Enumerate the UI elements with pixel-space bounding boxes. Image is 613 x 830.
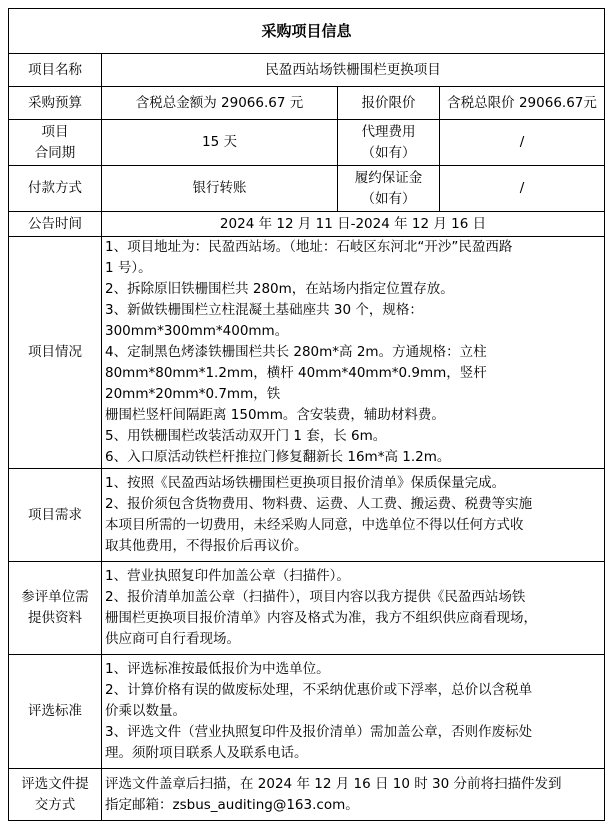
agent-fee-label bbox=[338, 120, 440, 166]
submission-method-label bbox=[9, 769, 102, 821]
performance-bond-label-line1: 履约保证金 bbox=[354, 169, 423, 186]
project-situation-content bbox=[102, 237, 605, 469]
situation-line: 1 号）。 bbox=[105, 260, 152, 276]
announce-time-label: 公告时间 bbox=[9, 212, 102, 237]
price-limit-label: 报价限价 bbox=[338, 87, 440, 120]
contract-period-label-line2: 合同期 bbox=[34, 144, 76, 161]
announce-time-value: 2024 年 12 月 11 日-2024 年 12 月 16 日 bbox=[102, 212, 605, 237]
submission-line: 评选文件盖章后扫描，在 2024 年 12 月 16 日 10 时 30 分前将扫描件发到 bbox=[105, 775, 562, 792]
evaluation-criteria-label: 评选标准 bbox=[9, 655, 102, 769]
submission-method-label-line1: 评选文件提 bbox=[21, 775, 89, 792]
payment-method-value: 银行转账 bbox=[102, 166, 338, 212]
requirements-line: 取其他费用，不得报价后再议价。 bbox=[105, 538, 308, 554]
requirements-line: 2、报价须包含货物费用、物料费、运费、人工费、搬运费、税费等实施 bbox=[105, 496, 533, 512]
procurement-info-table bbox=[8, 8, 605, 821]
performance-bond-value: / bbox=[440, 166, 605, 212]
price-limit-value: 含税总限价 29066.67元 bbox=[440, 87, 605, 120]
required-materials-label-line1: 参评单位需 bbox=[21, 589, 89, 605]
required-materials-label bbox=[9, 562, 102, 655]
situation-line: 6、入口原活动铁栏杆推拉门修复翻新长 16m*高 1.2m。 bbox=[105, 449, 451, 465]
page-title: 采购项目信息 bbox=[9, 9, 605, 54]
agent-fee-label-line2: （如有） bbox=[361, 144, 416, 161]
materials-line: 1、营业执照复印件加盖公章（扫描件）。 bbox=[105, 568, 350, 584]
situation-line: 栅围栏竖杆间隔距离 150mm。含安装费，辅助材料费。 bbox=[105, 407, 445, 423]
criteria-line: 2、计算价格有误的做废标处理，不采纳优惠价或下浮率，总价以含税单 bbox=[105, 682, 533, 698]
budget-label: 采购预算 bbox=[9, 87, 102, 120]
situation-line: 2、拆除原旧铁栅围栏共 280m，在站场内指定位置存放。 bbox=[105, 281, 454, 297]
agent-fee-label-line1: 代理费用 bbox=[361, 123, 416, 140]
contract-period-label bbox=[9, 120, 102, 166]
agent-fee-value: / bbox=[440, 120, 605, 166]
contract-period-label-line1: 项目 bbox=[41, 123, 69, 140]
performance-bond-label bbox=[338, 166, 440, 212]
submission-method-content bbox=[102, 769, 605, 821]
performance-bond-label-line2: （如有） bbox=[361, 190, 416, 207]
materials-line: 供应商可自行看现场。 bbox=[105, 631, 240, 647]
situation-line: 5、用铁栅围栏改装活动双开门 1 套，长 6m。 bbox=[105, 428, 387, 444]
required-materials-label-line2: 提供资料 bbox=[28, 610, 82, 626]
situation-line: 80mm*80mm*1.2mm，横杆 40mm*40mm*0.9mm，竖杆 20mm*20mm*0.7mm，铁 bbox=[105, 365, 487, 402]
situation-line: 4、定制黑色烤漆铁栅围栏共长 280m*高 2m。方通规格：立柱 bbox=[105, 344, 487, 360]
submission-method-label-line2: 交方式 bbox=[34, 796, 76, 813]
procurement-document bbox=[8, 8, 604, 821]
project-requirements-label: 项目需求 bbox=[9, 469, 102, 562]
situation-line: 1、项目地址为：民盈西站场。（地址：石岐区东河北“开沙”民盈西路 bbox=[105, 239, 513, 255]
project-situation-label: 项目情况 bbox=[9, 237, 102, 469]
criteria-line: 价乘以数量。 bbox=[105, 703, 186, 719]
budget-value: 含税总金额为 29066.67 元 bbox=[102, 87, 338, 120]
project-name-value: 民盈西站场铁栅围栏更换项目 bbox=[102, 54, 605, 87]
evaluation-criteria-content bbox=[102, 655, 605, 769]
project-requirements-content bbox=[102, 469, 605, 562]
contract-period-value: 15 天 bbox=[102, 120, 338, 166]
requirements-line: 1、按照《民盈西站场铁栅围栏更换项目报价清单》保质保量完成。 bbox=[105, 475, 506, 491]
required-materials-content bbox=[102, 562, 605, 655]
criteria-line: 1、评选标准按最低报价为中选单位。 bbox=[105, 661, 330, 677]
criteria-line: 3、评选文件（营业执照复印件及报价清单）需加盖公章，否则作废标处 bbox=[105, 724, 533, 740]
materials-line: 栅围栏更换项目报价清单》内容及格式为准，我方不组织供应商看现场， bbox=[105, 610, 537, 626]
criteria-line: 理。须附项目联系人及联系电话。 bbox=[105, 745, 308, 761]
requirements-line: 本项目所需的一切费用，未经采购人同意，中选单位不得以任何方式收 bbox=[105, 517, 524, 533]
materials-line: 2、报价清单加盖公章（扫描件），项目内容以我方提供《民盈西站场铁 bbox=[105, 589, 526, 605]
project-name-label: 项目名称 bbox=[9, 54, 102, 87]
situation-line: 3、新做铁栅围栏立柱混凝土基础座共 30 个，规格：300mm*300mm*400mm。 bbox=[105, 302, 423, 339]
submission-line: 指定邮箱：zsbus_auditing@163.com。 bbox=[105, 796, 359, 813]
payment-method-label: 付款方式 bbox=[9, 166, 102, 212]
